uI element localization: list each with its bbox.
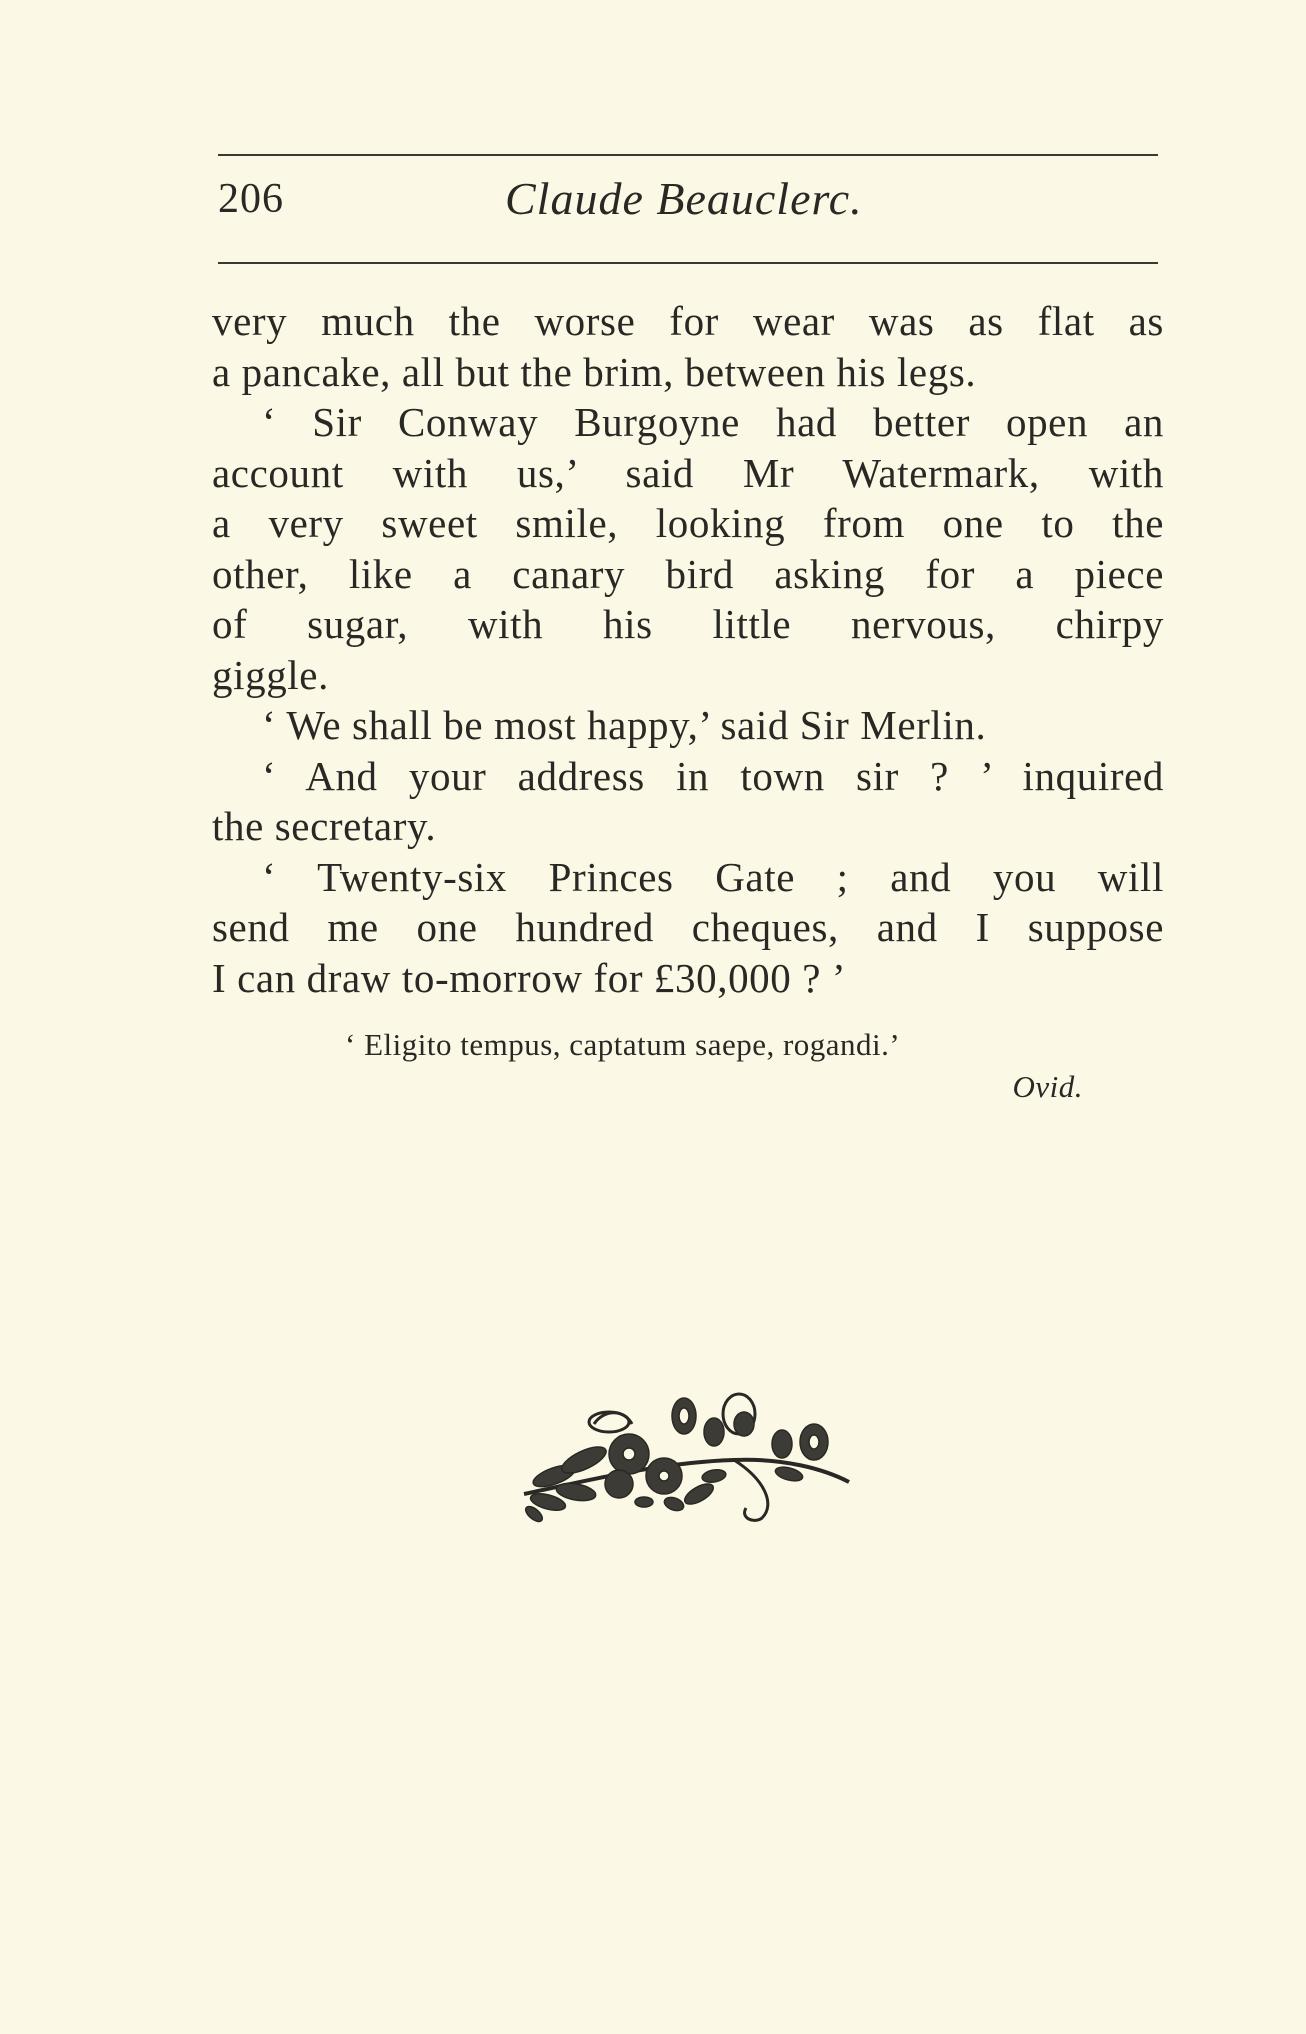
text-line: account with us,’ said Mr Watermark, with <box>212 449 1164 496</box>
text-line: the secretary. <box>212 803 437 849</box>
text-line: ‘ We shall be most happy,’ said Sir Merlin. <box>262 702 987 748</box>
header-rule-top <box>218 154 1158 156</box>
text-line: giggle. <box>212 651 329 698</box>
text-line: other, like a canary bird asking for a piece <box>212 550 1164 597</box>
body-text <box>212 296 1164 1003</box>
floral-ornament-icon <box>514 1384 854 1524</box>
text-line: of sugar, with his little nervous, chirpy <box>212 601 1164 647</box>
page-number: 206 <box>218 176 284 222</box>
text-line: ‘ Sir Conway Burgoyne had better open an <box>262 399 1164 445</box>
epigraph <box>345 1024 1085 1108</box>
text-line: send me one hundred cheques, and I suppose <box>212 904 1164 950</box>
text-line: a pancake, all but the brim, between his legs. <box>212 348 977 395</box>
text-line: ‘ And your address in town sir ? ’ inquired <box>262 752 1164 799</box>
text-line: very much the worse for wear was as flat as <box>212 298 1164 344</box>
header-rule-bottom <box>218 262 1158 264</box>
text-line: ‘ Twenty-six Princes Gate ; and you will <box>262 853 1164 900</box>
text-line: I can draw to-morrow for £30,000 ? ’ <box>212 954 847 1001</box>
epigraph-source: Ovid. <box>1012 1069 1083 1104</box>
running-title: Claude Beauclerc. <box>505 173 863 224</box>
text-line: a very sweet smile, looking from one to the <box>212 500 1164 546</box>
epigraph-quote: ‘ Eligito tempus, captatum saepe, rogandi.’ <box>345 1027 901 1062</box>
